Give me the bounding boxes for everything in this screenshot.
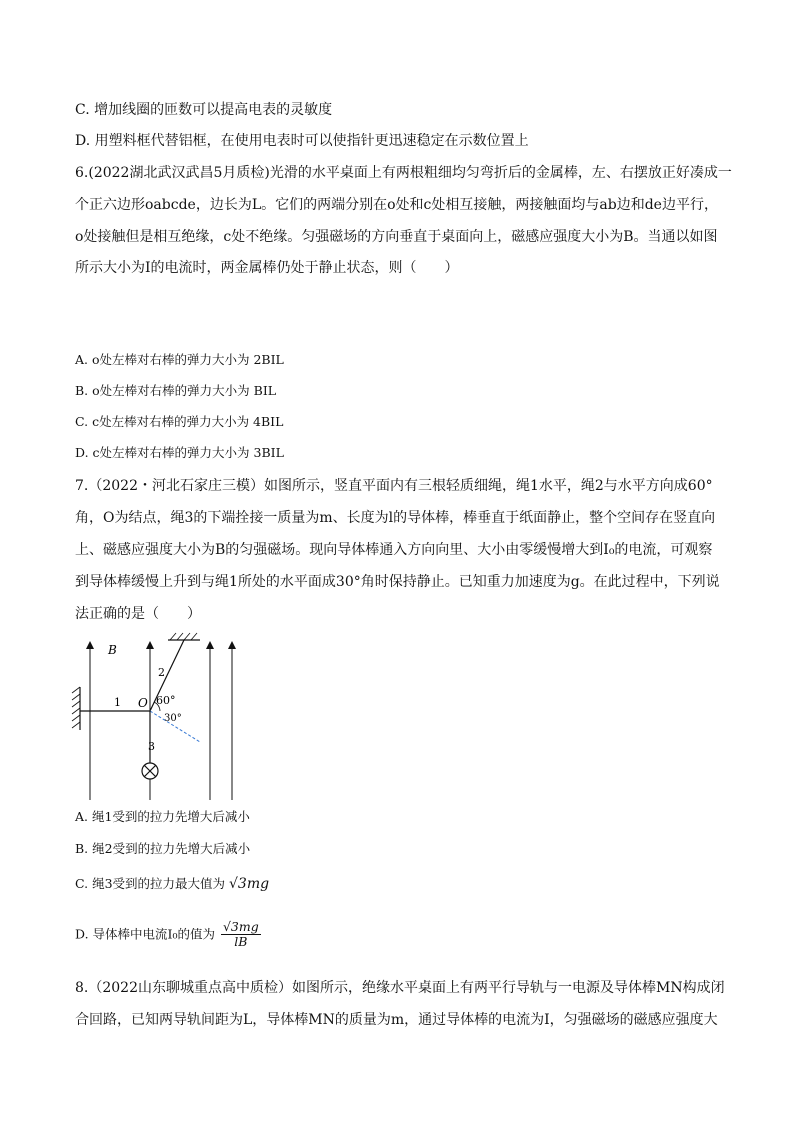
conductor-into-page-icon [142, 763, 158, 779]
q7-stem-line5: 法正确的是（ ） [75, 606, 201, 622]
q6-option-d: D. c处左棒对右棒的弹力大小为 3BIL [75, 445, 284, 460]
ceiling-hatch [170, 633, 197, 640]
q6-stem-line4: 所示大小为I的电流时，两金属棒仍处于静止状态，则（ ） [75, 260, 459, 276]
angle-30-label: 30° [164, 713, 182, 724]
q7-option-b: B. 绳2受到的拉力先增大后减小 [75, 841, 251, 856]
label-o: O [138, 696, 148, 710]
label-3: 3 [148, 740, 155, 753]
q6-stem-line2: 个正六边形oabcde，边长为L。它们的两端分别在o处和c处相互接触，两接触面均与ab边和de边平行， [75, 197, 718, 213]
q8-stem-line2: 合回路，已知两导轨间距为L，导体棒MN的质量为m，通过导体棒的电流为I，匀强磁场的磁感应强度大 [75, 1012, 718, 1028]
q5-option-c: C. 增加线圈的匝数可以提高电表的灵敏度 [75, 102, 333, 118]
q6-stem-line3: o处接触但是相互绝缘，c处不绝缘。匀强磁场的方向垂直于桌面向上，磁感应强度大小为B。当通以如图 [75, 229, 718, 245]
q6-option-b: B. o处左棒对右棒的弹力大小为 BIL [75, 383, 277, 398]
q7-option-c-text: C. 绳3受到的拉力最大值为 [75, 876, 226, 891]
q7-option-c-value: √3mg [229, 876, 270, 892]
fraction-denominator: lB [234, 934, 248, 949]
q7-option-d-fraction [221, 920, 261, 949]
label-b: B [108, 643, 117, 657]
q7-option-d-text: D. 导体棒中电流I₀的值为 [75, 926, 215, 942]
q6-stem-line1: 6.(2022湖北武汉武昌5月质检)光滑的水平桌面上有两根粗细均匀弯折后的金属棒，左、右摆放正好凑成一 [75, 165, 732, 181]
q7-stem-line1: 7.（2022・河北石家庄三模）如图所示，竖直平面内有三根轻质细绳，绳1水平，绳2与水平方向成60° [75, 478, 713, 494]
q7-rope-diagram [60, 630, 260, 805]
label-1: 1 [114, 696, 121, 709]
q6-option-c: C. c处左棒对右棒的弹力大小为 4BIL [75, 414, 284, 429]
q8-stem-line1: 8.（2022山东聊城重点高中质检）如图所示，绝缘水平桌面上有两平行导轨与一电源及导体棒MN构成闭 [75, 980, 725, 996]
angle-60-label: 60° [156, 694, 176, 707]
q7-option-a: A. 绳1受到的拉力先增大后减小 [75, 809, 250, 824]
left-wall-hatch [72, 687, 80, 728]
label-2: 2 [158, 666, 165, 679]
q7-stem-line4: 到导体棒缓慢上升到与绳1所处的水平面成30°角时保持静止。已知重力加速度为g。在此过程中，下列说 [75, 574, 720, 590]
q7-stem-line3: 上、磁感应强度大小为B的匀强磁场。现向导体棒通入方向向里、大小由零缓慢增大到I₀的电流，可观察 [75, 542, 713, 558]
q7-stem-line2: 角，O为结点，绳3的下端拴接一质量为m、长度为l的导体棒，棒垂直于纸面静止，整个空间存在竖直向 [75, 510, 716, 526]
q6-option-a: A. o处左棒对右棒的弹力大小为 2BIL [75, 352, 284, 367]
q5-option-d: D. 用塑料框代替铝框，在使用电表时可以使指针更迅速稳定在示数位置上 [75, 133, 529, 149]
fraction-numerator: √3mg [222, 919, 259, 934]
q7-option-d [75, 920, 261, 949]
q7-option-c [75, 875, 269, 893]
